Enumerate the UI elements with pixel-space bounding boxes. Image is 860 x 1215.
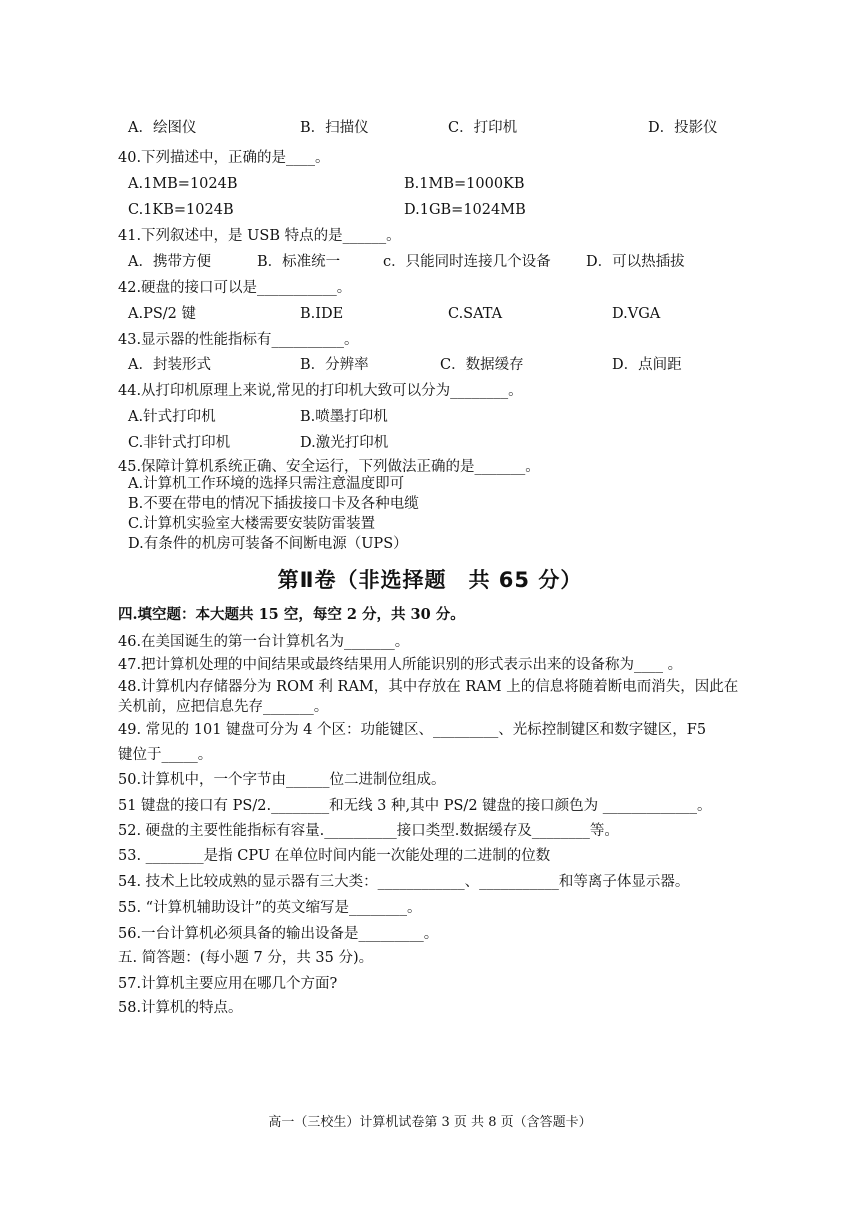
q41-option-d: D．可以热插拔 bbox=[586, 254, 685, 270]
q39-option-b: B．扫描仪 bbox=[300, 120, 369, 136]
q45-option-d: D.有条件的机房可装备不间断电源（UPS） bbox=[128, 536, 408, 552]
q54-text: 54. 技术上比较成熟的显示器有三大类：____________、___________和等离子体显示器。 bbox=[118, 874, 690, 890]
q42-stem: 42.硬盘的接口可以是___________。 bbox=[118, 280, 352, 296]
q41-option-b: B．标准统一 bbox=[257, 254, 341, 270]
q43-option-d: D．点间距 bbox=[612, 357, 682, 373]
q45-option-b: B.不要在带电的情况下插拔接口卡及各种电缆 bbox=[128, 496, 419, 512]
q48-text-cont: 关机前，应把信息先存_______。 bbox=[118, 699, 329, 715]
q53-text: 53. ________是指 CPU 在单位时间内能一次能处理的二进制的位数 bbox=[118, 848, 551, 864]
q50-text: 50.计算机中，一个字节由______位二进制位组成。 bbox=[118, 772, 446, 788]
q45-option-a: A.计算机工作环境的选择只需注意温度即可 bbox=[128, 476, 405, 492]
q39-option-a: A．绘图仪 bbox=[128, 120, 197, 136]
q41-option-c: c．只能同时连接几个设备 bbox=[383, 254, 551, 270]
q40-option-b: B.1MB=1000KB bbox=[404, 176, 525, 192]
part4-heading: 四.填空题：本大题共 15 空，每空 2 分，共 30 分。 bbox=[118, 606, 465, 623]
q49-text: 49. 常见的 101 键盘可分为 4 个区：功能键区、_________、光标控制键区和数字键区，F5 bbox=[118, 722, 707, 738]
q40-option-c: C.1KB=1024B bbox=[128, 202, 234, 218]
page-footer: 高一（三校生）计算机试卷第 3 页 共 8 页（含答题卡） bbox=[268, 1115, 592, 1130]
section-title: 第Ⅱ卷（非选择题 共 65 分） bbox=[277, 568, 583, 592]
q42-option-a: A.PS/2 键 bbox=[128, 306, 196, 322]
q40-option-a: A.1MB=1024B bbox=[128, 176, 238, 192]
q44-stem: 44.从打印机原理上来说,常见的打印机大致可以分为________。 bbox=[118, 383, 523, 399]
q39-option-d: D．投影仪 bbox=[648, 120, 718, 136]
q44-option-a: A.针式打印机 bbox=[128, 409, 216, 425]
q43-option-a: A．封装形式 bbox=[128, 357, 211, 373]
q41-stem: 41.下列叙述中，是 USB 特点的是______。 bbox=[118, 228, 401, 244]
q48-text: 48.计算机内存储器分为 ROM 利 RAM，其中存放在 RAM 上的信息将随着断电而消失，因此在 bbox=[118, 679, 739, 695]
q55-text: 55. “计算机辅助设计”的英文缩写是________。 bbox=[118, 900, 422, 916]
q41-option-a: A．携带方便 bbox=[128, 254, 211, 270]
q42-option-d: D.VGA bbox=[612, 306, 661, 322]
q43-stem: 43.显示器的性能指标有__________。 bbox=[118, 332, 359, 348]
q45-stem: 45.保障计算机系统正确、安全运行，下列做法正确的是_______。 bbox=[118, 459, 540, 475]
q58-text: 58.计算机的特点。 bbox=[118, 1000, 243, 1016]
q44-option-b: B.喷墨打印机 bbox=[300, 409, 388, 425]
q42-option-b: B.IDE bbox=[300, 306, 344, 322]
q46-text: 46.在美国诞生的第一台计算机名为_______。 bbox=[118, 634, 410, 650]
q43-option-b: B．分辨率 bbox=[300, 357, 369, 373]
q56-text: 56.一台计算机必须具备的输出设备是_________。 bbox=[118, 926, 439, 942]
q52-text: 52. 硬盘的主要性能指标有容量.__________接口类型.数据缓存及________等。 bbox=[118, 823, 619, 839]
q45-option-c: C.计算机实验室大楼需要安装防雷装置 bbox=[128, 516, 376, 532]
q39-option-c: C．打印机 bbox=[448, 120, 518, 136]
q43-option-c: C．数据缓存 bbox=[440, 357, 524, 373]
part5-heading: 五. 简答题：(每小题 7 分，共 35 分)。 bbox=[118, 950, 374, 966]
q47-text: 47.把计算机处理的中间结果或最终结果用人所能识别的形式表示出来的设备称为____ 。 bbox=[118, 657, 683, 673]
q44-option-d: D.激光打印机 bbox=[300, 435, 389, 451]
q40-option-d: D.1GB=1024MB bbox=[404, 202, 526, 218]
q49-text-cont: 键位于_____。 bbox=[118, 747, 213, 763]
q40-stem: 40.下列描述中，正确的是____。 bbox=[118, 150, 330, 166]
q44-option-c: C.非针式打印机 bbox=[128, 435, 231, 451]
q42-option-c: C.SATA bbox=[448, 306, 503, 322]
q51-text: 51 键盘的接口有 PS/2.________和无线 3 种,其中 PS/2 键盘的接口颜色为 _____________。 bbox=[118, 798, 712, 814]
q57-text: 57.计算机主要应用在哪几个方面? bbox=[118, 976, 338, 992]
